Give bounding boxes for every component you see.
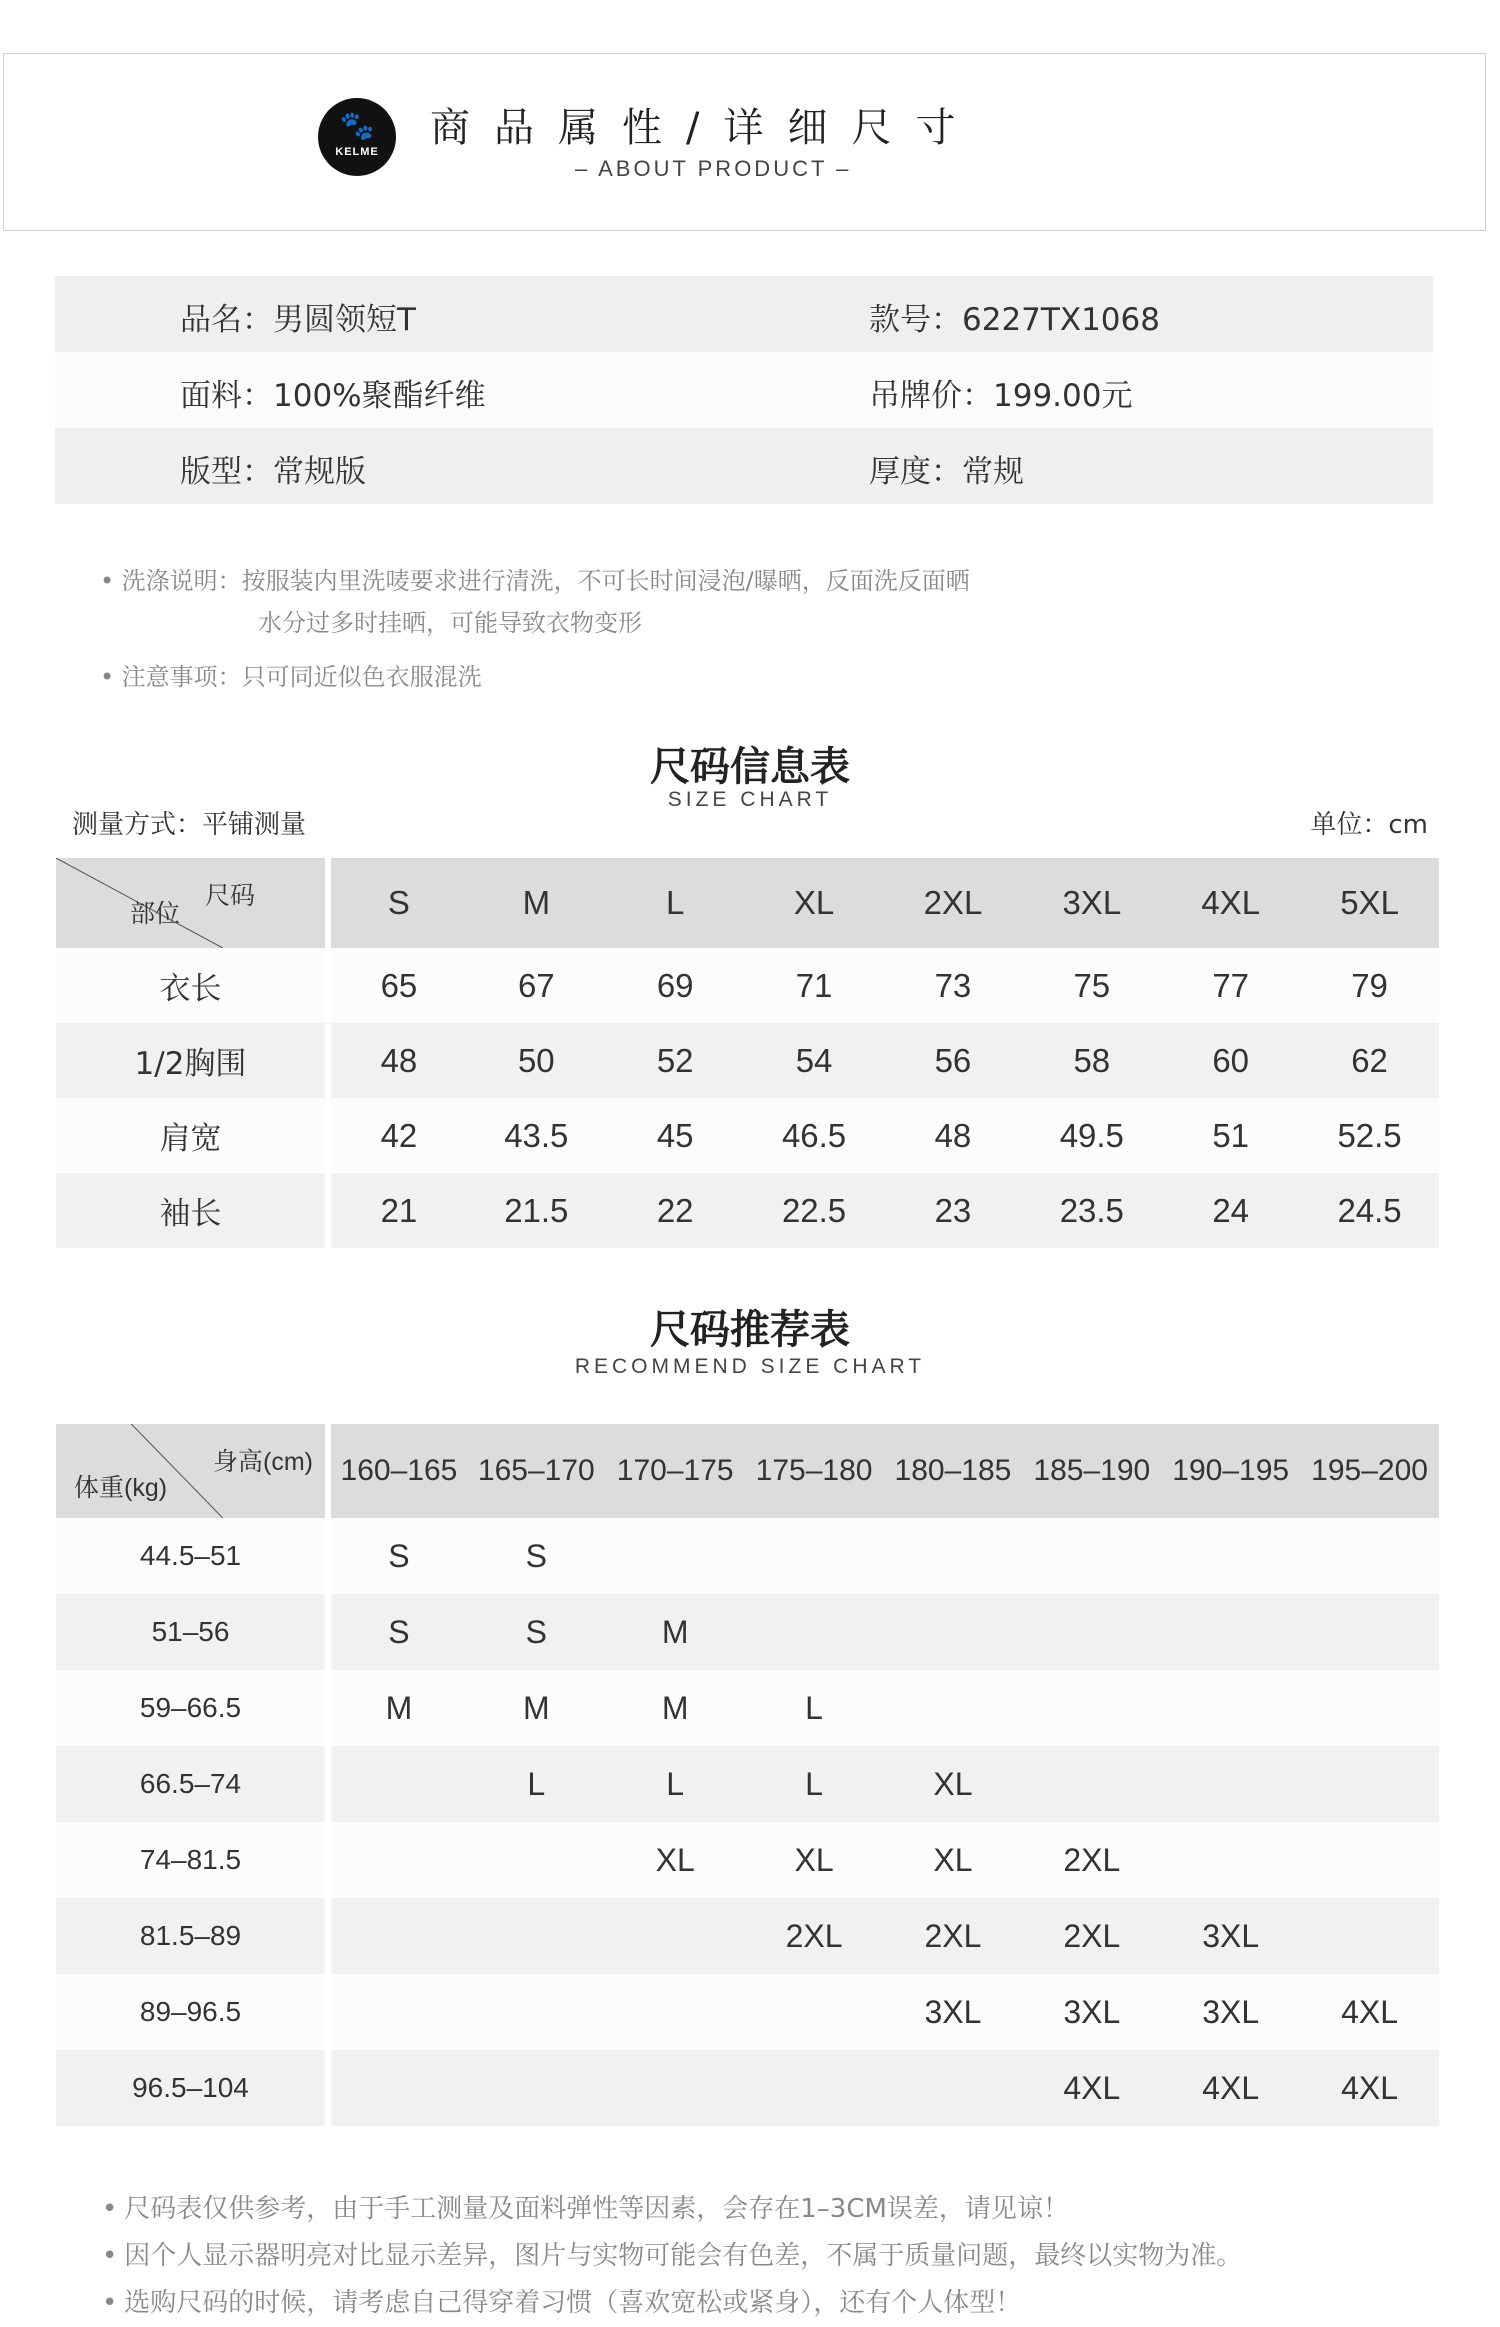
table-cell: 60: [1161, 1023, 1300, 1098]
attribute-fit: 版型：常规版: [180, 454, 366, 490]
unit-label: 单位：cm: [1310, 810, 1428, 840]
table-row: [56, 1746, 1439, 1822]
table-cell: [606, 1898, 745, 1974]
table-cell: 3XL: [1161, 1974, 1300, 2050]
table-cell: 42: [328, 1098, 467, 1173]
height-col-header: 185–190: [1022, 1424, 1161, 1518]
measure-method: 测量方式：平铺测量: [72, 810, 307, 840]
table-cell: [745, 1594, 884, 1670]
size-corner-cell: [56, 858, 328, 948]
height-col-header: 180–185: [884, 1424, 1023, 1518]
table-row: [56, 1670, 1439, 1746]
table-cell: 52: [606, 1023, 745, 1098]
footer-note: • 因个人显示器明亮对比显示差异，图片与实物可能会有色差，不属于质量问题，最终以实物为准。: [102, 2241, 1243, 2271]
table-cell: [1161, 1670, 1300, 1746]
table-cell: 2XL: [1022, 1822, 1161, 1898]
table-cell: [884, 1670, 1023, 1746]
table-cell: [606, 1518, 745, 1594]
table-cell: 73: [884, 948, 1023, 1023]
wash-instructions: • 洗涤说明：按服装内里洗唛要求进行清洗，不可长时间浸泡/曝晒，反面洗反面晒: [100, 567, 970, 595]
row-label: 51–56: [56, 1594, 328, 1670]
table-cell: [745, 1518, 884, 1594]
table-cell: 48: [328, 1023, 467, 1098]
table-cell: [884, 1518, 1023, 1594]
table-cell: [884, 1594, 1023, 1670]
table-row: [56, 1898, 1439, 1974]
recommend-corner-cell: [56, 1424, 328, 1518]
table-cell: [328, 1974, 467, 2050]
table-cell: 23: [884, 1173, 1023, 1248]
table-cell: 79: [1300, 948, 1439, 1023]
table-cell: XL: [606, 1822, 745, 1898]
wash-instructions-cont: 水分过多时挂晒，可能导致衣物变形: [258, 609, 642, 637]
table-row: [56, 1098, 1439, 1173]
table-cell: 22: [606, 1173, 745, 1248]
row-label: 44.5–51: [56, 1518, 328, 1594]
table-cell: 2XL: [1022, 1898, 1161, 1974]
corner-height-label: 身高(cm): [213, 1448, 313, 1476]
row-label: 衣长: [56, 948, 328, 1023]
table-cell: S: [467, 1594, 606, 1670]
table-cell: 21: [328, 1173, 467, 1248]
row-label: 89–96.5: [56, 1974, 328, 2050]
table-cell: 77: [1161, 948, 1300, 1023]
table-cell: [328, 1822, 467, 1898]
table-cell: 45: [606, 1098, 745, 1173]
recommend-chart-table: [56, 1424, 1442, 2126]
size-chart-title: 尺码信息表: [650, 744, 850, 790]
diagonal-line: [56, 858, 325, 948]
table-cell: [1161, 1518, 1300, 1594]
row-label: 59–66.5: [56, 1670, 328, 1746]
table-cell: 23.5: [1022, 1173, 1161, 1248]
table-cell: 24: [1161, 1173, 1300, 1248]
corner-size-label: 尺码: [204, 882, 255, 910]
table-cell: 75: [1022, 948, 1161, 1023]
table-cell: 50: [467, 1023, 606, 1098]
table-row: [56, 1822, 1439, 1898]
table-cell: S: [467, 1518, 606, 1594]
size-col-header: 4XL: [1161, 858, 1300, 948]
table-cell: 49.5: [1022, 1098, 1161, 1173]
attribute-style-no: 款号：6227TX1068: [869, 302, 1160, 338]
table-cell: [884, 2050, 1023, 2126]
size-col-header: S: [328, 858, 467, 948]
size-col-header: 5XL: [1300, 858, 1439, 948]
footer-note: • 尺码表仅供参考，由于手工测量及面料弹性等因素，会存在1–3CM误差，请见谅！: [102, 2194, 1069, 2224]
size-col-header: L: [606, 858, 745, 948]
logo-text: KELME: [335, 146, 379, 158]
attribute-thickness: 厚度：常规: [869, 454, 1024, 490]
table-cell: [1022, 1670, 1161, 1746]
row-label: 66.5–74: [56, 1746, 328, 1822]
table-cell: 3XL: [1022, 1974, 1161, 2050]
table-cell: 54: [745, 1023, 884, 1098]
table-row: [56, 948, 1439, 1023]
table-cell: [606, 2050, 745, 2126]
table-cell: 4XL: [1300, 1974, 1439, 2050]
table-cell: L: [606, 1746, 745, 1822]
table-cell: [1300, 1822, 1439, 1898]
table-cell: [1161, 1594, 1300, 1670]
table-row: [56, 1594, 1439, 1670]
table-cell: M: [606, 1594, 745, 1670]
table-row: [56, 1974, 1439, 2050]
size-chart-table: [56, 858, 1442, 1248]
recommend-chart-subtitle: RECOMMEND SIZE CHART: [574, 1355, 926, 1378]
table-cell: M: [606, 1670, 745, 1746]
attribute-fabric: 面料：100%聚酯纤维: [180, 378, 486, 414]
table-cell: 4XL: [1022, 2050, 1161, 2126]
table-cell: 62: [1300, 1023, 1439, 1098]
table-cell: XL: [745, 1822, 884, 1898]
table-row: [56, 1023, 1439, 1098]
table-cell: 2XL: [884, 1898, 1023, 1974]
table-cell: [606, 1974, 745, 2050]
attribute-row: [55, 428, 1433, 504]
table-cell: [1022, 1518, 1161, 1594]
size-header-row: [56, 858, 1439, 948]
footer-notes: [102, 2186, 1242, 2327]
table-cell: [467, 1822, 606, 1898]
size-col-header: M: [467, 858, 606, 948]
table-cell: [1300, 1898, 1439, 1974]
row-label: 1/2胸围: [56, 1023, 328, 1098]
table-cell: [1300, 1594, 1439, 1670]
caution-note: • 注意事项：只可同近似色衣服混洗: [100, 663, 482, 691]
table-cell: L: [745, 1746, 884, 1822]
recommend-chart-title: 尺码推荐表: [650, 1307, 850, 1353]
table-cell: 4XL: [1300, 2050, 1439, 2126]
table-cell: [1300, 1746, 1439, 1822]
table-cell: L: [745, 1670, 884, 1746]
table-cell: [328, 1898, 467, 1974]
table-cell: 22.5: [745, 1173, 884, 1248]
size-col-header: 2XL: [884, 858, 1023, 948]
table-cell: 67: [467, 948, 606, 1023]
attribute-row: [55, 276, 1433, 352]
table-cell: M: [328, 1670, 467, 1746]
table-cell: 21.5: [467, 1173, 606, 1248]
height-col-header: 195–200: [1300, 1424, 1439, 1518]
table-cell: [1022, 1594, 1161, 1670]
paw-icon: 🐾: [339, 109, 375, 142]
table-cell: S: [328, 1518, 467, 1594]
table-cell: [328, 1746, 467, 1822]
row-label: 81.5–89: [56, 1898, 328, 1974]
table-cell: XL: [884, 1746, 1023, 1822]
table-cell: [467, 1898, 606, 1974]
table-cell: 4XL: [1161, 2050, 1300, 2126]
table-cell: [1300, 1518, 1439, 1594]
table-cell: 65: [328, 948, 467, 1023]
table-row: [56, 1173, 1439, 1248]
table-cell: 48: [884, 1098, 1023, 1173]
table-cell: 43.5: [467, 1098, 606, 1173]
footer-note: • 选购尺码的时候，请考虑自己得穿着习惯（喜欢宽松或紧身），还有个人体型！: [102, 2288, 1022, 2318]
page-subtitle: – ABOUT PRODUCT –: [575, 156, 852, 181]
table-cell: [1161, 1746, 1300, 1822]
table-cell: [745, 1974, 884, 2050]
size-chart-subtitle: SIZE CHART: [667, 788, 833, 811]
table-row: [56, 1518, 1439, 1594]
table-cell: M: [467, 1670, 606, 1746]
height-col-header: 160–165: [328, 1424, 467, 1518]
table-cell: 3XL: [1161, 1898, 1300, 1974]
attribute-row: [55, 352, 1433, 428]
row-label: 肩宽: [56, 1098, 328, 1173]
table-cell: 56: [884, 1023, 1023, 1098]
table-cell: [467, 2050, 606, 2126]
table-cell: [1022, 1746, 1161, 1822]
table-cell: 71: [745, 948, 884, 1023]
table-cell: [1161, 1822, 1300, 1898]
height-col-header: 190–195: [1161, 1424, 1300, 1518]
table-cell: 46.5: [745, 1098, 884, 1173]
row-label: 74–81.5: [56, 1822, 328, 1898]
table-cell: [745, 2050, 884, 2126]
attribute-table: [55, 276, 1433, 504]
table-cell: 2XL: [745, 1898, 884, 1974]
table-cell: [467, 1974, 606, 2050]
table-row: [56, 2050, 1439, 2126]
height-col-header: 165–170: [467, 1424, 606, 1518]
table-cell: 51: [1161, 1098, 1300, 1173]
row-label: 袖长: [56, 1173, 328, 1248]
height-col-header: 175–180: [745, 1424, 884, 1518]
height-col-header: 170–175: [606, 1424, 745, 1518]
corner-part-label: 部位: [130, 900, 181, 928]
corner-weight-label: 体重(kg): [74, 1474, 168, 1502]
row-label: 96.5–104: [56, 2050, 328, 2126]
table-cell: XL: [884, 1822, 1023, 1898]
table-cell: S: [328, 1594, 467, 1670]
table-cell: [328, 2050, 467, 2126]
table-cell: L: [467, 1746, 606, 1822]
brand-logo: [318, 98, 396, 176]
size-col-header: 3XL: [1022, 858, 1161, 948]
table-cell: 52.5: [1300, 1098, 1439, 1173]
care-notes: [100, 560, 970, 698]
table-cell: 3XL: [884, 1974, 1023, 2050]
table-cell: 58: [1022, 1023, 1161, 1098]
attribute-price: 吊牌价：199.00元: [869, 378, 1133, 414]
height-header-row: [56, 1424, 1439, 1518]
page-title: 商品属性/详细尺寸: [430, 105, 980, 151]
attribute-name: 品名：男圆领短T: [180, 302, 416, 338]
size-col-header: XL: [745, 858, 884, 948]
table-cell: 69: [606, 948, 745, 1023]
table-cell: [1300, 1670, 1439, 1746]
table-cell: 24.5: [1300, 1173, 1439, 1248]
